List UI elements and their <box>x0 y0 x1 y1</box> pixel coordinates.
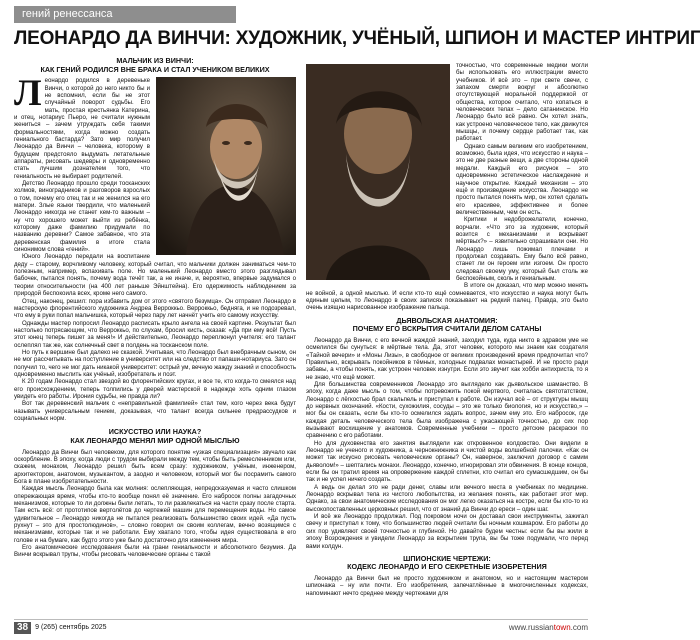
portrait-image <box>156 77 296 255</box>
paragraph: В итоге он доказал, что мир можно менять не войной, а одной мыслью. И если кто-то ещё сомневается, что искусство и наука могут быть единым целым, то Леонардо в своих записях показывает на редкий палец. Правда, это было очень изящно нарисованное изображение пальца. <box>306 282 588 312</box>
subheading-spy-drawings <box>306 555 588 572</box>
paragraph: А ведь он делал это не ради денег, славы или вечного места в учебниках по медицине. Леонардо вскрывал тела из чистого любопытства, из желания понять, как работает этот мир. Однако, за свои анатомические исследования он мог легко оказаться на костре, если бы кто-то из высокопоставленных церковных решил, что от знаний да Винчи до ереси – один шаг. <box>306 483 588 513</box>
paragraph: Каждая мысль Леонардо была как молния: ослепляющая, непредсказуемая и часто слишком опережающая время, чтобы кто-то вообще понял её значение. Его набросок полны загадочных механизмов, которые то ли должны были летать, то ли развлекаться на части сразу после старта. Там есть всё: от прототипов вертолётов до чертежей машин для перемещения воды. Но самое удивительное – Леонардо никогда не пытался реализовать большинство своих идей. «Да пусть рухнут – это для простолюдинов», – словно говорил он своим коллегам, вечно возящимся с механизмами, которые так и не работали. Ему хватало того, чтобы идея существовала в его голове и на бумаге, как будто этого уже было достаточно для изменения мира. <box>14 485 296 544</box>
subheading-line: ИСКУССТВО ИЛИ НАУКА? <box>108 427 202 437</box>
subheading-line: МАЛЬЧИК ИЗ ВИНЧИ: <box>116 56 194 65</box>
paragraph: Юного Леонардо передали на воспитание деду – старому, ворчливому человеку, который считал, что мальчики должен заниматься чем-то полезным, например, вспахивать поле. Но маленький Леонардо вместо этого разглядывал бабочек, пытался понять, почему вода течёт так, а не иначе, и, вероятно, впервые задумался о теории относительности (на 400 лет раньше Эйнштейна). Его одержимость наблюдением за природой беспокоила всех, кроме него самого. <box>14 253 296 298</box>
sketch-illustration <box>306 64 450 280</box>
paragraph: Однако самым великим его изобретением, возможно, была идея, что искусство и наука – это не две разные вещи, а две стороны одной медали. Каждый его рисунок – это одновременно эстетическое наслаждение и научное открытие. Каждый механизм – это ещё и произведение искусства. Леонардо не просто пытался понять мир, он хотел сделать его красивее, эффективнее и более величественным, чем он есть. <box>456 142 588 216</box>
paragraph: еонардо родился в деревеньке Винчи, о которой до него никто бы и не вспомнил, если бы не этот случайный поворот судьбы. Его мать, простая крестьянка Катерина, и отец, нотариус Пьеро, не считали нужным жениться – зачем утруждать себя такими формальностями, когда можно создать гениального бастарда? Зато мир получил Леонардо да Винчи – человека, которому в будущем предстояло выдумать летательные аппараты, рисовать шедевры и одновременно стать лучшим дознателем того, что гениальность не выбирает родителей. <box>14 77 150 180</box>
paragraph: Вот так деревенский мальчик с «неправильной фамилией» стал тем, кого через века будут называть универсальным гением, доказывая, что талант всегда сильнее предрассудков и социальных норм. <box>14 400 296 422</box>
footer-divider <box>14 619 588 620</box>
subheading-line: КОДЕКС ЛЕОНАРДО И ЕГО СЕКРЕТНЫЕ ИЗОБРЕТЕНИЯ <box>347 562 547 572</box>
section-rubric: гений ренессанса <box>14 6 236 23</box>
page-footer <box>14 622 107 634</box>
subheading-devil-anatomy <box>306 317 588 334</box>
site-brand: town <box>553 623 571 632</box>
paragraph: И всё же Леонардо продолжал. Под покровом ночи он доставал свои инструменты, зажигал свечу и приступал к тому, что большинство людей считали бы ночным кошмаром. Его работы до сих пор удивляют своей точностью и глубиной. Но давайте будем честны: если бы вы жили в эпоху Возрождения и увидели Леонардо за вскрытием трупа, вы бы тоже подумали, что перед вами колдун. <box>306 513 588 550</box>
paragraph: Леонардо да Винчи был не просто художником и анатомом, но и настоящим мастером шпионажа – ну или почти. Его изобретения, запечатлённые в многочисленных кодексах, напоминают нечто среднее между чертежами для <box>306 575 588 597</box>
subheading-line: КАК ГЕНИЙ РОДИЛСЯ ВНЕ БРАКА И СТАЛ УЧЕНИКОМ ВЕЛИКИХ <box>40 64 270 74</box>
subheading-line: ШПИОНСКИЕ ЧЕРТЕЖИ: <box>403 553 491 563</box>
paragraph: Леонардо да Винчи был человеком, для которого понятие «узкая специализация» звучало как оскорбление. В эпоху, когда люди с трудом выбирали между тем, чтобы быть ремесленником или, скажем, монахом, Леонардо решил быть всем сразу: художником, учёным, инженером, архитектором, анатомом, музыкантом, а заодно и человеком, который мог бы посрамить самого Бога в плане изобретательности. <box>14 448 296 485</box>
issue-info: 9 (265) сентябрь 2025 <box>35 624 107 631</box>
paragraph: Но для духовенства его занятия выглядели как откровенное колдовство. Они видели в Леонардо не ученого и художника, а чернокнижника и чистой воды волшебной палочки. «Как он может так искусно рисовать человеческие органы? Он, наверное, заключил договор с самим дьяволом!» – шептались монахи. Леонардо, конечно, игнорировал эти обвинения. В конце концов, если бы он тратил время на опровержение каждой сплетни, кто считал его сумасшедшим, он бы так и не успел ничего создать. <box>306 439 588 484</box>
leonardo-portrait-illustration <box>156 77 296 255</box>
paragraph: К 20 годам Леонардо стал звездой во флорентийских кругах, и все те, кто когда-то смеялся над его происхождением, теперь толпились у дверей мастерской в надежде хоть одним глазом увидеть его работы. Ирония судьбы, не правда ли? <box>14 378 296 400</box>
paragraph: Отец, наконец, решил: пора избавить дом от этого «святого безумца». Он отправил Леонардо в мастерскую флорентийского художника Андреа Верроккьо. Верроккьо, бедняга, и не подозревал, что ему в руки попал мальчишка, который через пару лет начнёт учить его самому искусству. <box>14 297 296 320</box>
paragraph: Но путь к вершине был далеко не сказкой. Учитывая, что Леонардо был внебрачным сыном, он не мог рассчитывать на поступление в университет или на следство от папаши-нотариуса. Зато он получил то, чего не мог дать никакой университет: острый ум, вечную жажду знаний и способность одновременно мыслить как учёный, изобретатель и поэт. <box>14 348 296 378</box>
right-column <box>306 62 588 597</box>
subheading-line: ПОЧЕМУ ЕГО ВСКРЫТИЯ СЧИТАЛИ ДЕЛОМ САТАНЫ <box>352 324 542 334</box>
paragraph: Детство Леонардо прошло среди тосканских холмов, виноградников и разговоров взрослых о том, почему его отец так и не женился на его матери. Злые языки твердили, что маленький Леонардо никогда не станет кем-то важным – ну что хорошего может выйти из ребёнка, которому даже фамилию придумали по названию деревни? Самое забавное, что эта деревенская фамилия в итоге стала синонимом слова «гений». <box>14 180 150 254</box>
paragraph: Леонардо да Винчи, с его вечной жаждой знаний, заходил туда, куда никто в здравом уме не осмелился бы сунуться: в мёртвые тела. Да, этот человек, которого мы знаем как создателя «Тайной вечери» и «Моны Лизы», в свободное от великих произведений время предпочитал что? Правильно, вскрывать покойников в тёмных, холодных подвалах монастырей. И не просто ради забавы, а чтобы понять, как устроен человек изнутри. Если это звучит как хобби антихриста, то я не знаю, что ещё может. <box>306 336 588 381</box>
drop-cap: Л <box>14 73 42 115</box>
article-headline: ЛЕОНАРДО ДА ВИНЧИ: ХУДОЖНИК, УЧЁНЫЙ, ШПИОН И МАСТЕР ИНТРИГ <box>14 28 700 49</box>
subheading-boy-from-vinci <box>14 57 296 74</box>
site-prefix: www.russian <box>508 623 554 632</box>
paragraph: Для большинства современников Леонардо это выглядело как дьявольское шаманство. В эпоху, когда даже мысль о том, чтобы потревожить покой мертвого, считалась святотатством, Леонардо с лёгкостью брал скальпель и приступал к работе. Он изучал всё – от структуры мышц до нервных окончаний. «Кости, сухожилия, сосуды – это же только биология, но и искусство,» – мог бы он сказать, если бы кто-то осмелился задать вопрос, зачем ему это. Его набросок, где каждая деталь человеческого тела была изображена с ужасающей точностью, до сих пор вызывают восхищение у анатомов. Современные учебники – просто детские раскраски по сравнению с его работами. <box>306 380 588 440</box>
subheading-line: КАК ЛЕОНАРДО МЕНЯЛ МИР ОДНОЙ МЫСЛЬЮ <box>70 435 240 445</box>
sketch-image <box>306 64 450 280</box>
page-number: 38 <box>14 622 31 634</box>
website-link[interactable] <box>509 623 588 632</box>
subheading-line: ДЬЯВОЛЬСКАЯ АНАТОМИЯ: <box>396 315 498 325</box>
subheading-art-or-science <box>14 428 296 445</box>
left-column <box>14 54 296 559</box>
paragraph: точностью, что современные медики могли бы использовать его иллюстрации вместо учебников. И всё это – при свете свечи, с запахом смерти вокруг и абсолютно отсутствующей моральной поддержкой от общества, которое считало, что копаться в человеческих телах – дело сатанинское. Но Леонардо было всё равно. Он хотел знать, как устроено человеческое тело, как движутся мышцы, и почему сердце работает так, как работает. <box>456 62 588 143</box>
site-suffix: .com <box>570 623 588 632</box>
paragraph: Критики и недоброжелатели, конечно, ворчали. «Что это за художник, который возится с механизмами и вскрывает мёртвых?» – язвительно спрашивали они. Но Леонардо лишь пожимал плечами и продолжал создавать. Ему было всё равно, станет ли он героем или изгоем. Он просто следовал своему уму, который был столь же беспокойным, сколь и гениальным. <box>456 216 588 282</box>
paragraph: Его анатомические исследования были на грани гениальности и абсолютного безумия. Да Винчи вскрывал трупы, чтобы рисовать человеческие органы с такой <box>14 544 296 559</box>
paragraph: Однажды мастер попросил Леонардо расписать крыло ангела на своей картине. Результат был настолько потрясающим, что Верроккьо, по слухам, бросил кисть, сказав: «Да при ему всё! Пусть этот юнец теперь пишет за меня!» И действительно, Леонардо переплюнул учителя: его талант ослеплял так же, как солнечный свет в полдень на тосканском поле. <box>14 319 296 349</box>
